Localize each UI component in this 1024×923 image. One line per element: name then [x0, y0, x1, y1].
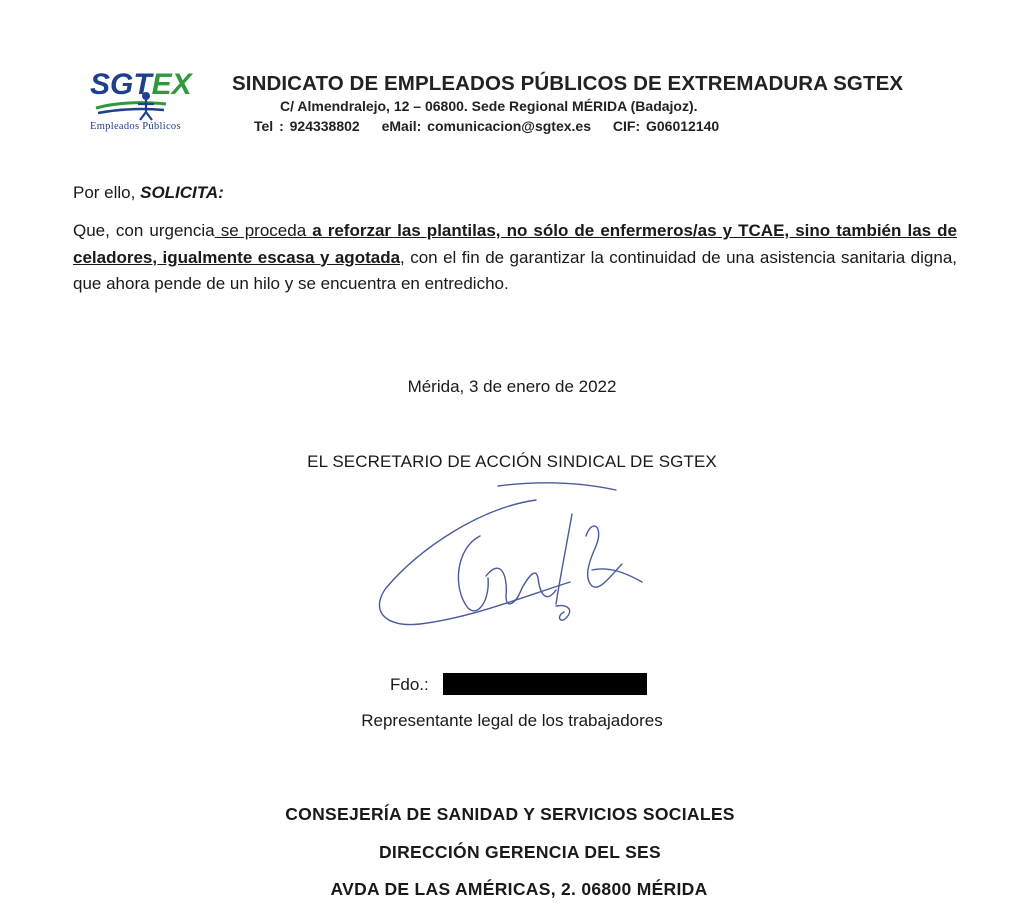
- recipient-department: CONSEJERÍA DE SANIDAD Y SERVICIOS SOCIALES: [285, 804, 735, 824]
- request-paragraph: [73, 218, 957, 298]
- intro-keyword: SOLICITA:: [140, 183, 224, 202]
- signed-by-label: Fdo.:: [390, 675, 429, 694]
- place-date: Mérida, 3 de enero de 2022: [407, 377, 617, 396]
- organization-name: SINDICATO DE EMPLEADOS PÚBLICOS DE EXTREMADURA SGTEX: [232, 72, 904, 95]
- para-underlined: se proceda: [214, 221, 313, 240]
- representative-title: Representante legal de los trabajadores: [361, 711, 663, 730]
- redacted-name: [443, 673, 647, 695]
- organization-contact: [254, 118, 735, 134]
- recipient-address: AVDA DE LAS AMÉRICAS, 2. 06800 MÉRIDA: [330, 879, 708, 899]
- request-intro: [73, 183, 224, 203]
- email-address: eMail: comunicacion@sgtex.es: [381, 118, 591, 134]
- handwritten-signature: [360, 478, 680, 628]
- para-end: , con el fin de garantizar la continuidad de una asistencia sanitaria digna, que ahora pende de un hilo y se encuentra en entredicho.: [73, 247, 957, 293]
- cif-number: CIF: G06012140: [612, 118, 720, 134]
- phone-number: Tel : 924338802: [254, 118, 360, 134]
- logo-subtitle: Empleados Públicos: [90, 121, 181, 132]
- para-emphasis: a reforzar las plantilas, no sólo de enfermeros/as y TCAE, sino también las de celadores, igualmente escasa y agotada: [73, 221, 958, 267]
- organization-address: C/ Almendralejo, 12 – 06800. Sede Regional MÉRIDA (Badajoz).: [280, 98, 698, 114]
- recipient-directorate: DIRECCIÓN GERENCIA DEL SES: [378, 842, 661, 862]
- logo-wordmark: SGTEX: [90, 68, 192, 101]
- para-start: Que, con urgencia: [73, 221, 215, 240]
- signer-role: EL SECRETARIO DE ACCIÓN SINDICAL DE SGTEX: [307, 452, 717, 471]
- sgtex-logo: [86, 66, 222, 136]
- intro-prefix: Por ello,: [73, 183, 136, 202]
